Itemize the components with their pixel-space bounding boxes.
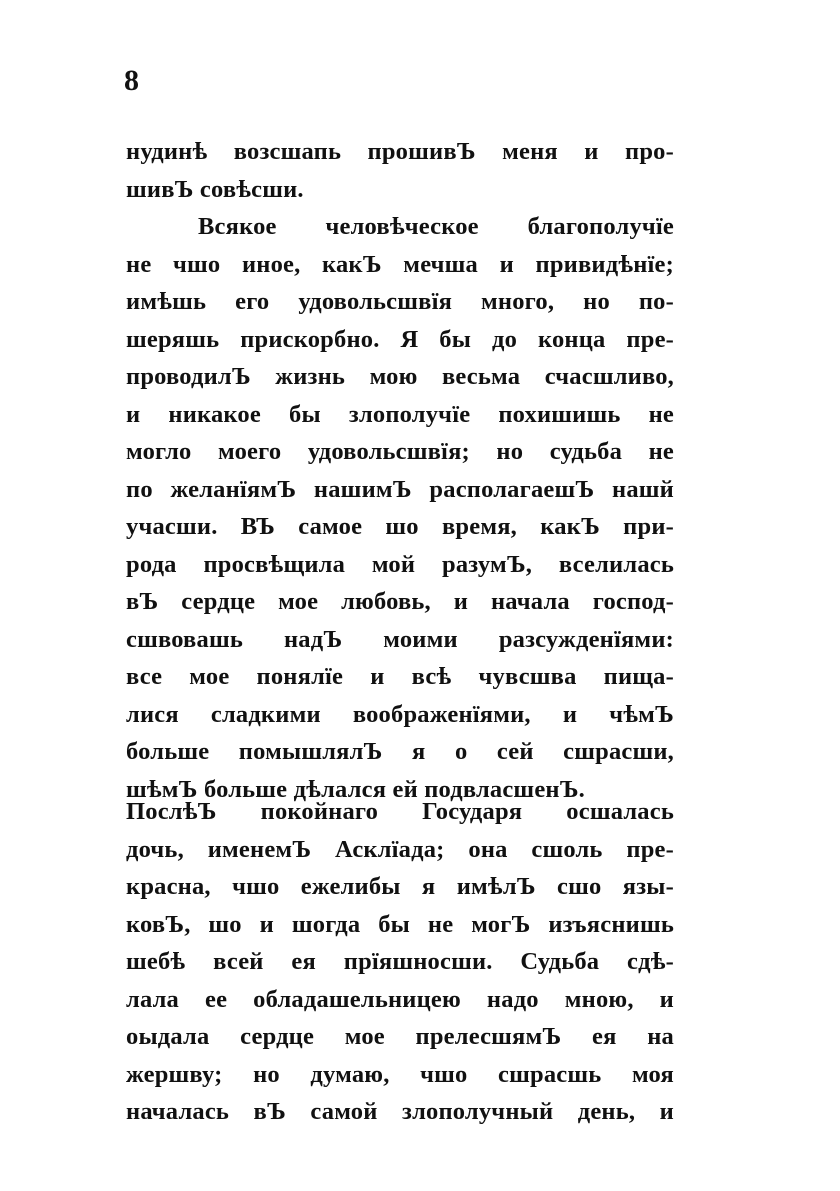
text-line: имѣшь его удовольсшвїя много, но по- [126, 288, 674, 315]
text-line: шебѣ всей ея прїяшносши. Судьба сдѣ- [126, 948, 674, 975]
text-line: могло моего удовольсшвїя; но судьба не [126, 438, 674, 465]
main-text-upper [126, 133, 674, 808]
text-line: шивЪ совѣсши. [126, 175, 304, 203]
paragraph-happiness [126, 208, 674, 808]
text-line: жершву; но думаю, чшо сшрасшь моя [126, 1060, 674, 1088]
text-line: лися сладкими воображенїями, и чѣмЪ [126, 700, 674, 728]
text-line: не чшо иное, какЪ мечша и привидѣнїе; [126, 250, 674, 278]
page-number: 8 [124, 64, 139, 97]
text-line: нудинѣ возсшапь прошивЪ меня и про- [126, 138, 674, 165]
text-line: шѣмЪ больше дѣлался ей подвласшенЪ. [126, 775, 585, 803]
text-line: все мое понялїе и всѣ чувсшва пища- [126, 663, 674, 690]
text-line: и никакое бы злополучїе похишишь не [126, 400, 674, 428]
text-line: больше помышлялЪ я о сей сшрасши, [126, 738, 674, 765]
text-line: лала ее обладашельницею надо мною, и [126, 985, 674, 1013]
text-line: красна, чшо ежелибы я имѣлЪ сшо язы- [126, 873, 674, 900]
paragraph-continuation [126, 133, 674, 208]
text-line: шеряшь прискорбно. Я бы до конца пре- [126, 325, 674, 353]
text-line: сшвовашь надЪ моими разсужденїями: [126, 625, 674, 653]
text-line: оыдала сердце мое прелесшямЪ ея на [126, 1023, 674, 1050]
text-line: проводилЪ жизнь мою весьма счасшливо, [126, 363, 674, 390]
text-line: Всякое человѣческое благополучїе [198, 213, 674, 240]
text-line: по желанїямЪ нашимЪ располагаешЪ нашй [126, 475, 674, 503]
text-line: ковЪ, шо и шогда бы не могЪ изъяснишь [126, 910, 674, 938]
text-line: началась вЪ самой злополучный день, и [126, 1098, 674, 1125]
text-line: вЪ сердце мое любовь, и начала господ- [126, 588, 674, 615]
text-line: ПослѣЪ покойнаго Государя осшалась [126, 798, 674, 825]
text-line: учасши. ВЪ самое шо время, какЪ при- [126, 513, 674, 540]
text-line: рода просвѣщила мой разумЪ, вселилась [126, 550, 674, 578]
paragraph-princess [126, 793, 674, 1131]
main-text-lower [126, 793, 674, 1131]
text-line: дочь, именемЪ Асклїада; она сшоль пре- [126, 835, 674, 863]
